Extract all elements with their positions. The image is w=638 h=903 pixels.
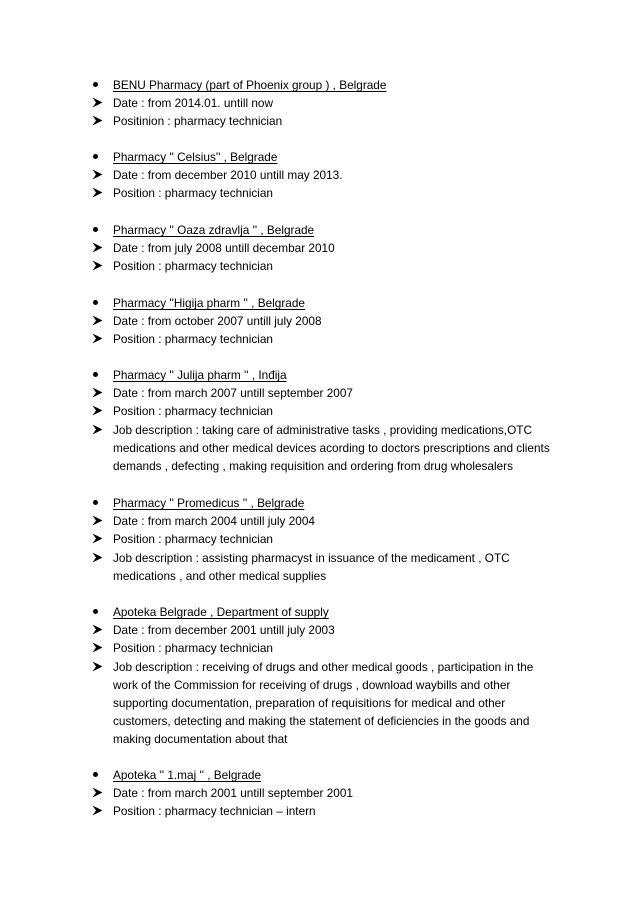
arrow-bullet-icon [92,405,103,416]
entry-detail: Job description : assisting pharmacyst in issuance of the medicament , OTC [92,549,562,567]
entry-heading: Pharmacy '' Julija pharm '' , Inđija [92,366,562,384]
bullet-icon [93,772,98,777]
arrow-bullet-icon [92,805,103,816]
entry-detail: Job description : receiving of drugs and other medical goods , participation in the [92,658,562,676]
arrow-bullet-icon [92,260,103,271]
entry-detail: Date : from october 2007 untill july 2008 [92,312,562,330]
arrow-bullet-icon [92,642,103,653]
entry-detail-continuation: supporting documentation, preparation of requisitions for medical and other [113,695,506,710]
entry-detail: Date : from march 2004 untill july 2004 [92,512,562,530]
entry-detail-continuation: work of the Commission for receiving of drugs , download waybills and other [113,677,511,692]
entry-detail: Date : from july 2008 untill decembar 2010 [92,239,562,257]
bullet-icon [93,500,98,505]
entry-heading: Pharmacy '' Oaza zdravlja '' , Belgrade [92,221,562,239]
work-entry [92,766,562,821]
arrow-bullet-icon [92,661,103,672]
entry-heading: BENU Pharmacy (part of Phoenix group ) , Belgrade [92,76,562,94]
entry-detail: Date : from december 2001 untill july 2003 [92,621,562,639]
entry-detail-continuation: customers, detecting and making the statement of deficiencies in the goods and [113,714,530,729]
entry-detail: Position : pharmacy technician [92,530,562,548]
arrow-bullet-icon [92,242,103,253]
entry-detail-continuation: medications and other medical devices acording to doctors prescriptions and clients [113,440,550,455]
entry-detail: Position : pharmacy technician [92,639,562,657]
bullet-icon [93,227,98,232]
entry-detail: Positinion : pharmacy technician [92,112,562,130]
entry-detail: Position : pharmacy technician [92,330,562,348]
entry-detail: Position : pharmacy technician – intern [92,802,562,820]
work-entry [92,221,562,276]
arrow-bullet-icon [92,97,103,108]
entry-detail-continuation: making documentation about that [113,732,288,747]
work-entry [92,494,562,585]
entry-detail: Date : from march 2001 untill september 2001 [92,784,562,802]
arrow-bullet-icon [92,387,103,398]
arrow-bullet-icon [92,533,103,544]
work-entry [92,76,562,131]
arrow-bullet-icon [92,515,103,526]
entry-detail: Date : from march 2007 untill september 2007 [92,384,562,402]
entry-detail: Position : pharmacy technician [92,184,562,202]
entry-detail: Job description : taking care of administrative tasks , providing medications,OTC [92,421,562,439]
entry-heading: Pharmacy ''Higija pharm '' , Belgrade [92,294,562,312]
entry-heading: Pharmacy '' Celsius'' , Belgrade [92,148,562,166]
arrow-bullet-icon [92,315,103,326]
work-entry [92,603,562,749]
entry-detail: Date : from 2014.01. untill now [92,94,562,112]
entry-heading: Pharmacy '' Promedicus '' , Belgrade [92,494,562,512]
work-entry [92,366,562,475]
arrow-bullet-icon [92,787,103,798]
bullet-icon [93,300,98,305]
arrow-bullet-icon [92,115,103,126]
arrow-bullet-icon [92,424,103,435]
work-entry [92,148,562,203]
entry-detail: Position : pharmacy technician [92,402,562,420]
bullet-icon [93,372,98,377]
bullet-icon [93,82,98,87]
work-entry [92,294,562,349]
entry-detail: Date : from december 2010 untill may 2013. [92,166,562,184]
arrow-bullet-icon [92,624,103,635]
entry-detail-continuation: demands , defecting , making requisition and ordering from drug wholesalers [113,458,513,473]
entry-detail-continuation: medications , and other medical supplies [113,568,327,583]
arrow-bullet-icon [92,169,103,180]
entry-heading: Apoteka '' 1.maj '' , Belgrade [92,766,562,784]
arrow-bullet-icon [92,187,103,198]
bullet-icon [93,154,98,159]
arrow-bullet-icon [92,333,103,344]
arrow-bullet-icon [92,552,103,563]
bullet-icon [93,609,98,614]
entry-detail: Position : pharmacy technician [92,257,562,275]
entry-heading: Apoteka Belgrade , Department of supply [92,603,562,621]
